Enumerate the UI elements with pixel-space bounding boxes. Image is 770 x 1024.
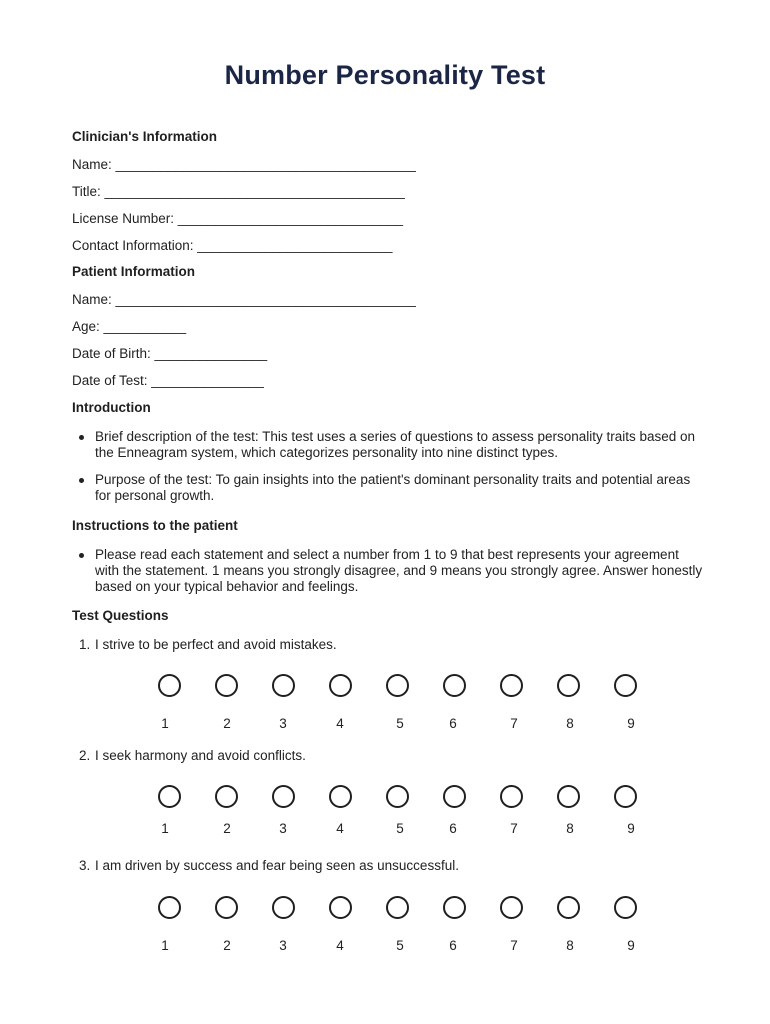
rating-label-5: 5 [396,938,404,953]
page-title: Number Personality Test [224,60,546,90]
rating-label-3: 3 [279,821,287,836]
rating-label-1: 1 [161,716,169,731]
rating-label-5: 5 [396,821,404,836]
rating-label-9: 9 [627,716,635,731]
question-text: I strive to be perfect and avoid mistakes. [95,637,337,652]
contact-info-field[interactable]: Contact Information: __________________________ [72,238,393,253]
rating-radio-9[interactable] [614,674,637,697]
question-2 [79,748,306,763]
rating-label-6: 6 [449,716,457,731]
rating-label-4: 4 [336,716,344,731]
instructions-bullet: Please read each statement and select a number from 1 to 9 that best represents your agreement with the statement. 1 means you strongly disagree, and 9 means you strongly agree. Answer honestly based on your typical behavior and feelings. [95,547,705,595]
rating-label-8: 8 [566,938,574,953]
date-of-test-field[interactable]: Date of Test: _______________ [72,373,264,388]
rating-label-7: 7 [510,716,518,731]
rating-radio-5[interactable] [386,896,409,919]
rating-label-7: 7 [510,938,518,953]
rating-label-1: 1 [161,938,169,953]
rating-label-5: 5 [396,716,404,731]
rating-radio-1[interactable] [158,674,181,697]
rating-radio-3[interactable] [272,785,295,808]
rating-label-6: 6 [449,938,457,953]
instructions-heading: Instructions to the patient [72,518,238,533]
question-number: 3. [79,858,91,873]
question-number: 2. [79,748,91,763]
rating-radio-8[interactable] [557,896,580,919]
rating-radio-2[interactable] [215,896,238,919]
patient-name-field[interactable]: Name: ________________________________________ [72,292,416,307]
rating-radio-5[interactable] [386,674,409,697]
rating-label-4: 4 [336,821,344,836]
rating-radio-7[interactable] [500,674,523,697]
date-of-birth-field[interactable]: Date of Birth: _______________ [72,346,268,361]
rating-label-8: 8 [566,716,574,731]
rating-label-2: 2 [223,716,231,731]
patient-heading: Patient Information [72,264,196,279]
rating-label-6: 6 [449,821,457,836]
introduction-heading: Introduction [72,400,151,415]
test-questions-heading: Test Questions [72,608,169,623]
rating-label-2: 2 [223,938,231,953]
rating-radio-8[interactable] [557,785,580,808]
clinician-heading: Clinician's Information [72,129,217,144]
rating-radio-3[interactable] [272,674,295,697]
age-field[interactable]: Age: ___________ [72,319,187,334]
rating-label-3: 3 [279,938,287,953]
rating-label-1: 1 [161,821,169,836]
rating-radio-1[interactable] [158,785,181,808]
rating-radio-2[interactable] [215,785,238,808]
rating-radio-6[interactable] [443,785,466,808]
clinician-name-field[interactable]: Name: ________________________________________ [72,157,416,172]
license-number-field[interactable]: License Number: ______________________________ [72,211,404,226]
rating-label-2: 2 [223,821,231,836]
rating-radio-2[interactable] [215,674,238,697]
rating-radio-4[interactable] [329,896,352,919]
rating-radio-4[interactable] [329,785,352,808]
intro-bullet-purpose: Purpose of the test: To gain insights into the patient's dominant personality traits and potential areas for personal growth. [95,472,705,504]
rating-label-4: 4 [336,938,344,953]
question-text: I am driven by success and fear being seen as unsuccessful. [95,858,459,873]
rating-radio-6[interactable] [443,674,466,697]
rating-radio-8[interactable] [557,674,580,697]
rating-radio-1[interactable] [158,896,181,919]
rating-radio-7[interactable] [500,785,523,808]
rating-radio-4[interactable] [329,674,352,697]
rating-label-3: 3 [279,716,287,731]
rating-label-9: 9 [627,938,635,953]
question-text: I seek harmony and avoid conflicts. [95,748,306,763]
clinician-title-field[interactable]: Title: ________________________________________ [72,184,405,199]
rating-radio-5[interactable] [386,785,409,808]
rating-radio-3[interactable] [272,896,295,919]
question-number: 1. [79,637,91,652]
rating-label-8: 8 [566,821,574,836]
question-1 [79,637,337,652]
intro-bullet-description: Brief description of the test: This test uses a series of questions to assess personality traits based on the Enneagram system, which categorizes personality into nine distinct types. [95,429,705,461]
question-3 [79,858,459,873]
rating-label-7: 7 [510,821,518,836]
rating-radio-7[interactable] [500,896,523,919]
rating-radio-9[interactable] [614,785,637,808]
rating-radio-6[interactable] [443,896,466,919]
rating-label-9: 9 [627,821,635,836]
rating-radio-9[interactable] [614,896,637,919]
